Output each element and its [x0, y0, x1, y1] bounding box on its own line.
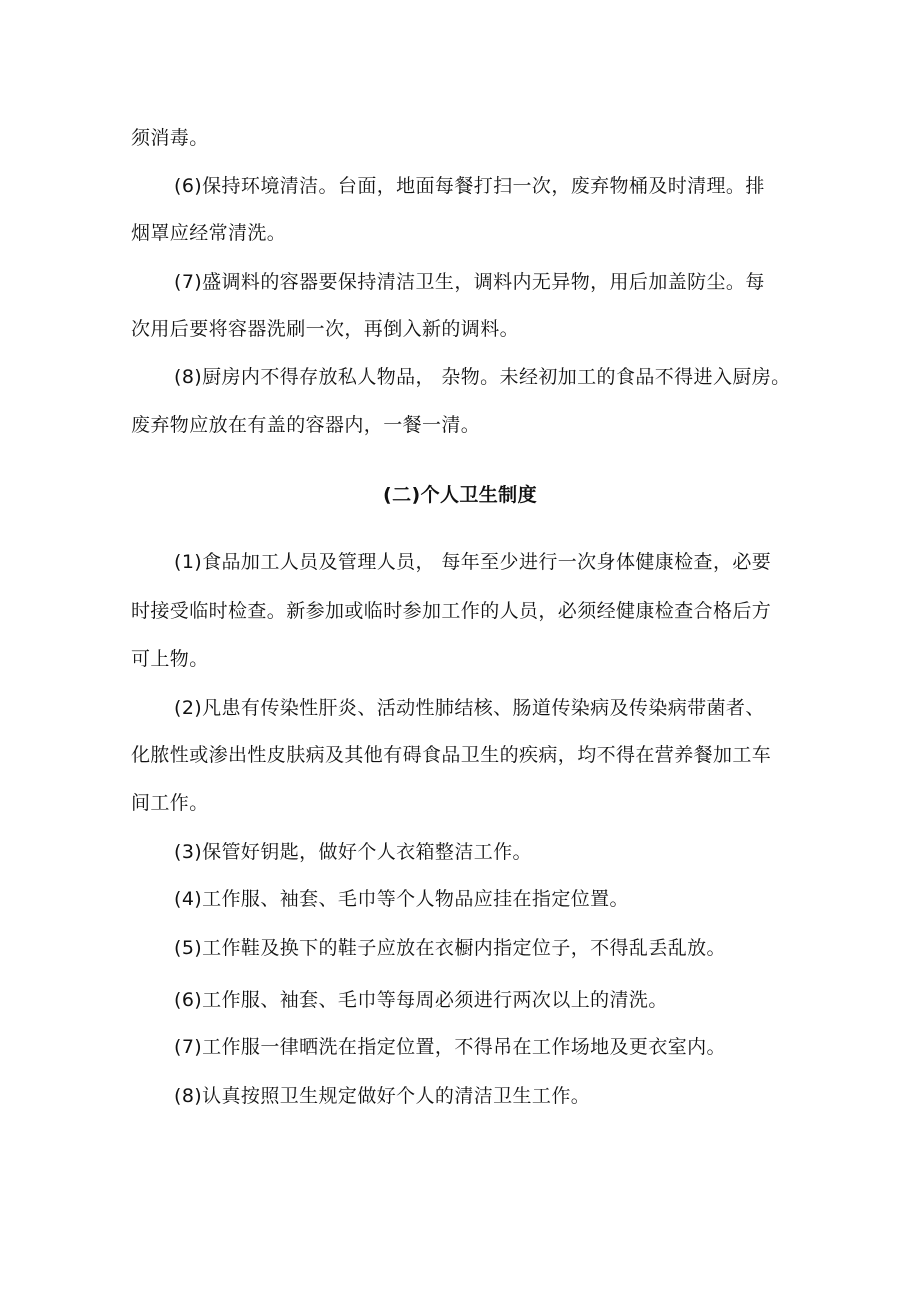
text-line: 烟罩应经常清洗。: [131, 222, 287, 244]
text-line: (5)工作鞋及换下的鞋子应放在衣橱内指定位子，不得乱丢乱放。: [174, 937, 726, 959]
text-line: (7)工作服一律晒洗在指定位置，不得吊在工作场地及更衣室内。: [174, 1036, 726, 1058]
text-line: 废弃物应放在有盖的容器内，一餐一清。: [131, 414, 481, 436]
text-line: 可上物。: [131, 648, 209, 670]
text-line: (6)工作服、袖套、毛巾等每周必须进行两次以上的清洗。: [174, 989, 668, 1011]
text-line: 次用后要将容器洗刷一次，再倒入新的调料。: [131, 318, 520, 340]
text-line: (8)认真按照卫生规定做好个人的清洁卫生工作。: [174, 1085, 591, 1107]
text-line: 化脓性或渗出性皮肤病及其他有碍食品卫生的疾病，均不得在营养餐加工车: [131, 744, 772, 766]
section-heading: (二)个人卫生制度: [383, 484, 537, 506]
text-line: (8)厨房内不得存放私人物品， 杂物。未经初加工的食品不得进入厨房。: [174, 366, 791, 388]
text-line: 间工作。: [131, 792, 209, 814]
text-line: (4)工作服、袖套、毛巾等个人物品应挂在指定位置。: [174, 888, 629, 910]
text-line: (6)保持环境清洁。台面，地面每餐打扫一次，废弃物桶及时清理。排: [174, 175, 765, 197]
text-line: 时接受临时检查。新参加或临时参加工作的人员，必须经健康检查合格后方: [131, 600, 772, 622]
text-line: (2)凡患有传染性肝炎、活动性肺结核、肠道传染病及传染病带菌者、: [174, 697, 765, 719]
text-line: (3)保管好钥匙，做好个人衣箱整洁工作。: [174, 841, 532, 863]
text-line: (7)盛调料的容器要保持清洁卫生，调料内无异物，用后加盖防尘。每: [174, 271, 765, 293]
text-line: 须消毒。: [131, 127, 209, 149]
text-line: (1)食品加工人员及管理人员， 每年至少进行一次身体健康检查，必要: [174, 551, 772, 573]
